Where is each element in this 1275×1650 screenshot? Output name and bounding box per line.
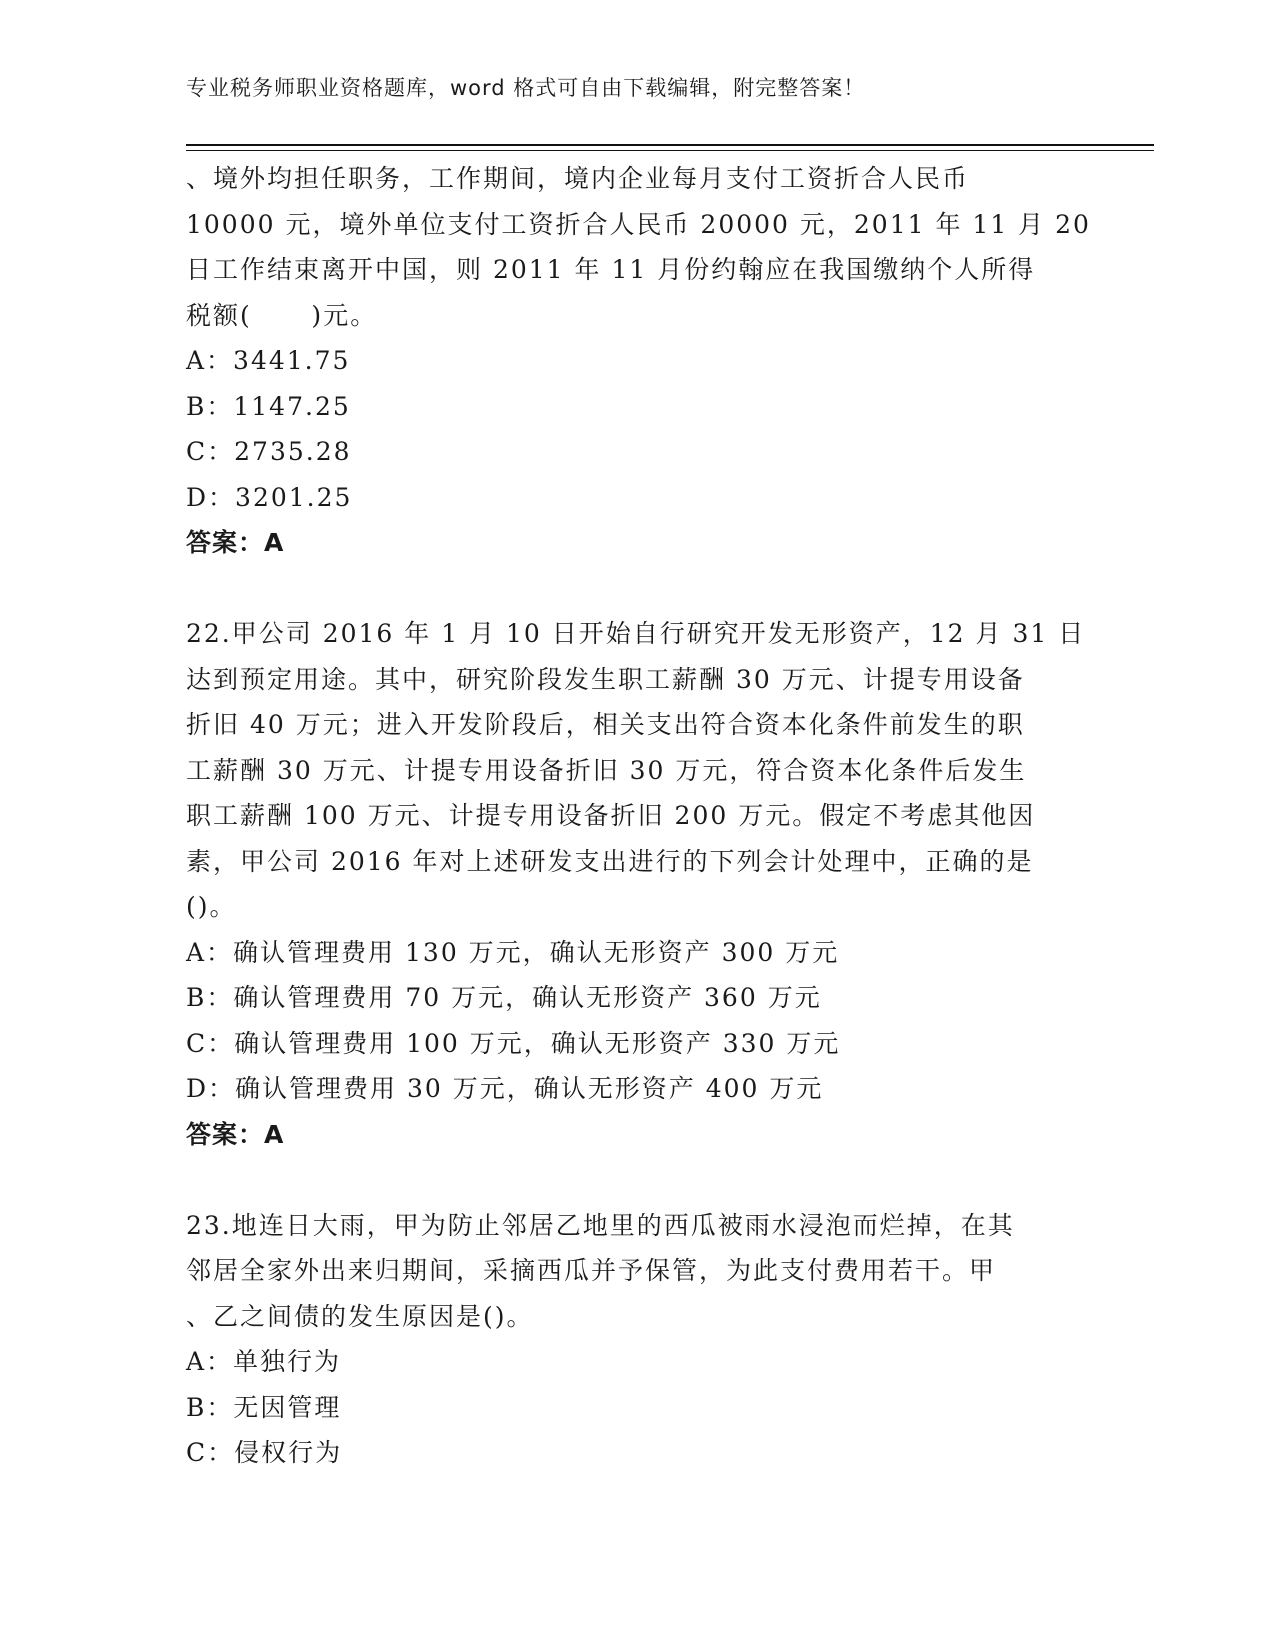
option-b: B：确认管理费用 70 万元，确认无形资产 360 万元 [186,983,822,1012]
question-text-line: 达到预定用途。其中，研究阶段发生职工薪酬 30 万元、计提专用设备 [186,664,1025,694]
question-21 [186,156,1091,566]
header-rule-thin [186,150,1154,151]
question-text-line: 折旧 40 万元；进入开发阶段后，相关支出符合资本化条件前发生的职 [186,710,1025,739]
answer-label: 答案：A [186,528,285,557]
answer-label: 答案：A [186,1119,285,1149]
question-text-line: 素，甲公司 2016 年对上述研发支出进行的下列会计处理中，正确的是 [186,846,1034,876]
question-text-line: 日工作结束离开中国，则 2011 年 11 月份约翰应在我国缴纳个人所得 [186,255,1036,284]
question-text-line: 23.地连日大雨，甲为防止邻居乙地里的西瓜被雨水浸泡而烂掉，在其 [186,1210,1015,1240]
question-text-line: 、境外均担任职务，工作期间，境内企业每月支付工资折合人民币 [186,164,970,193]
option-b: B：无因管理 [186,1392,342,1422]
spacer [186,1157,1086,1203]
question-text-line: ()。 [186,892,237,921]
question-text-line: 税额( )元。 [186,300,378,330]
option-a: A：单独行为 [186,1347,342,1376]
question-23 [186,1203,1086,1476]
spacer [186,566,1086,612]
question-text-line: 邻居全家外出来归期间，采摘西瓜并予保管，为此支付费用若干。甲 [186,1256,997,1285]
option-a: A：确认管理费用 130 万元，确认无形资产 300 万元 [186,937,840,967]
question-text-line: 22.甲公司 2016 年 1 月 10 日开始自行研究开发无形资产，12 月 31 日 [186,619,1086,648]
option-c: C：2735.28 [186,437,352,466]
option-c: C：确认管理费用 100 万元，确认无形资产 330 万元 [186,1028,841,1058]
option-c: C：侵权行为 [186,1438,343,1467]
option-b: B：1147.25 [186,391,351,421]
page-header: 专业税务师职业资格题库，word 格式可自由下载编辑，附完整答案！ [186,76,866,100]
document-body [186,156,1091,1476]
question-text-line: 工薪酬 30 万元、计提专用设备折旧 30 万元，符合资本化条件后发生 [186,755,1027,785]
question-text-line: 10000 元，境外单位支付工资折合人民币 20000 元，2011 年 11 月 20 [186,209,1091,239]
question-text-line: 职工薪酬 100 万元、计提专用设备折旧 200 万元。假定不考虑其他因 [186,801,1036,830]
question-text-line: 、乙之间债的发生原因是()。 [186,1301,534,1331]
question-22 [186,611,1086,1157]
option-d: D：确认管理费用 30 万元，确认无形资产 400 万元 [186,1074,824,1103]
option-a: A：3441.75 [186,346,351,375]
header-rule-thick [186,144,1154,146]
option-d: D：3201.25 [186,482,353,512]
